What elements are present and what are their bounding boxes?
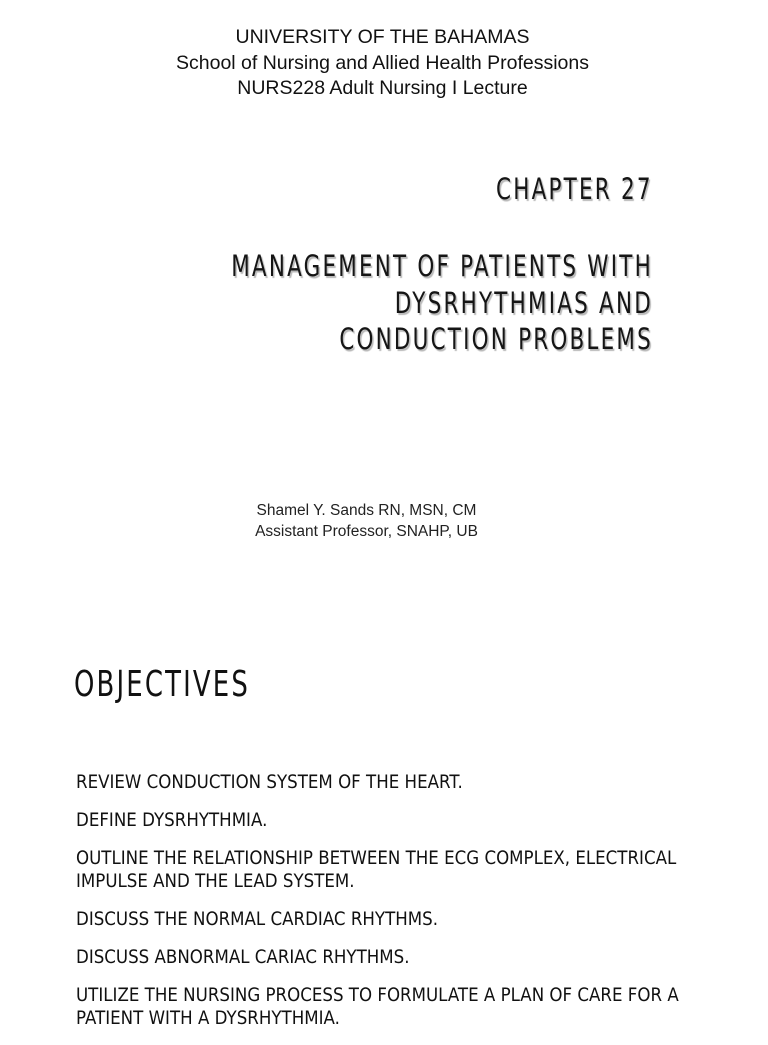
school-name: School of Nursing and Allied Health Professions (176, 51, 589, 74)
university-name: UNIVERSITY OF THE BAHAMAS (235, 26, 530, 48)
author-position: Assistant Professor, SNAHP, UB (255, 523, 478, 540)
chapter-title-line: DYSRHYTHMIAS AND (394, 285, 653, 320)
author-name: Shamel Y. Sands RN, MSN, CM (256, 502, 477, 519)
chapter-title-line: CONDUCTION PROBLEMS (339, 322, 653, 356)
course-name: NURS228 Adult Nursing I Lecture (237, 77, 528, 99)
author-block (0, 500, 733, 542)
document-header (0, 25, 765, 102)
objective-item: DISCUSS THE NORMAL CARDIAC RHYTHMS. (76, 909, 439, 930)
chapter-label: CHAPTER 27 (496, 172, 653, 206)
chapter-title-line: MANAGEMENT OF PATIENTS WITH (231, 249, 653, 283)
objective-item: REVIEW CONDUCTION SYSTEM OF THE HEART. (76, 772, 463, 793)
objectives-heading: OBJECTIVES (74, 664, 250, 705)
objective-item: OUTLINE THE RELATIONSHIP BETWEEN THE ECG COMPLEX, ELECTRICAL IMPULSE AND THE LEAD SYSTEM. (76, 848, 677, 892)
objective-item: UTILIZE THE NURSING PROCESS TO FORMULATE A PLAN OF CARE FOR A PATIENT WITH A DYSRHYTHMIA. (76, 985, 679, 1029)
objective-item: DISCUSS ABNORMAL CARIAC RHYTHMS. (76, 947, 410, 968)
objective-item: DEFINE DYSRHYTHMIA. (76, 810, 268, 831)
objectives-list (76, 771, 716, 1045)
chapter-title (231, 248, 653, 358)
